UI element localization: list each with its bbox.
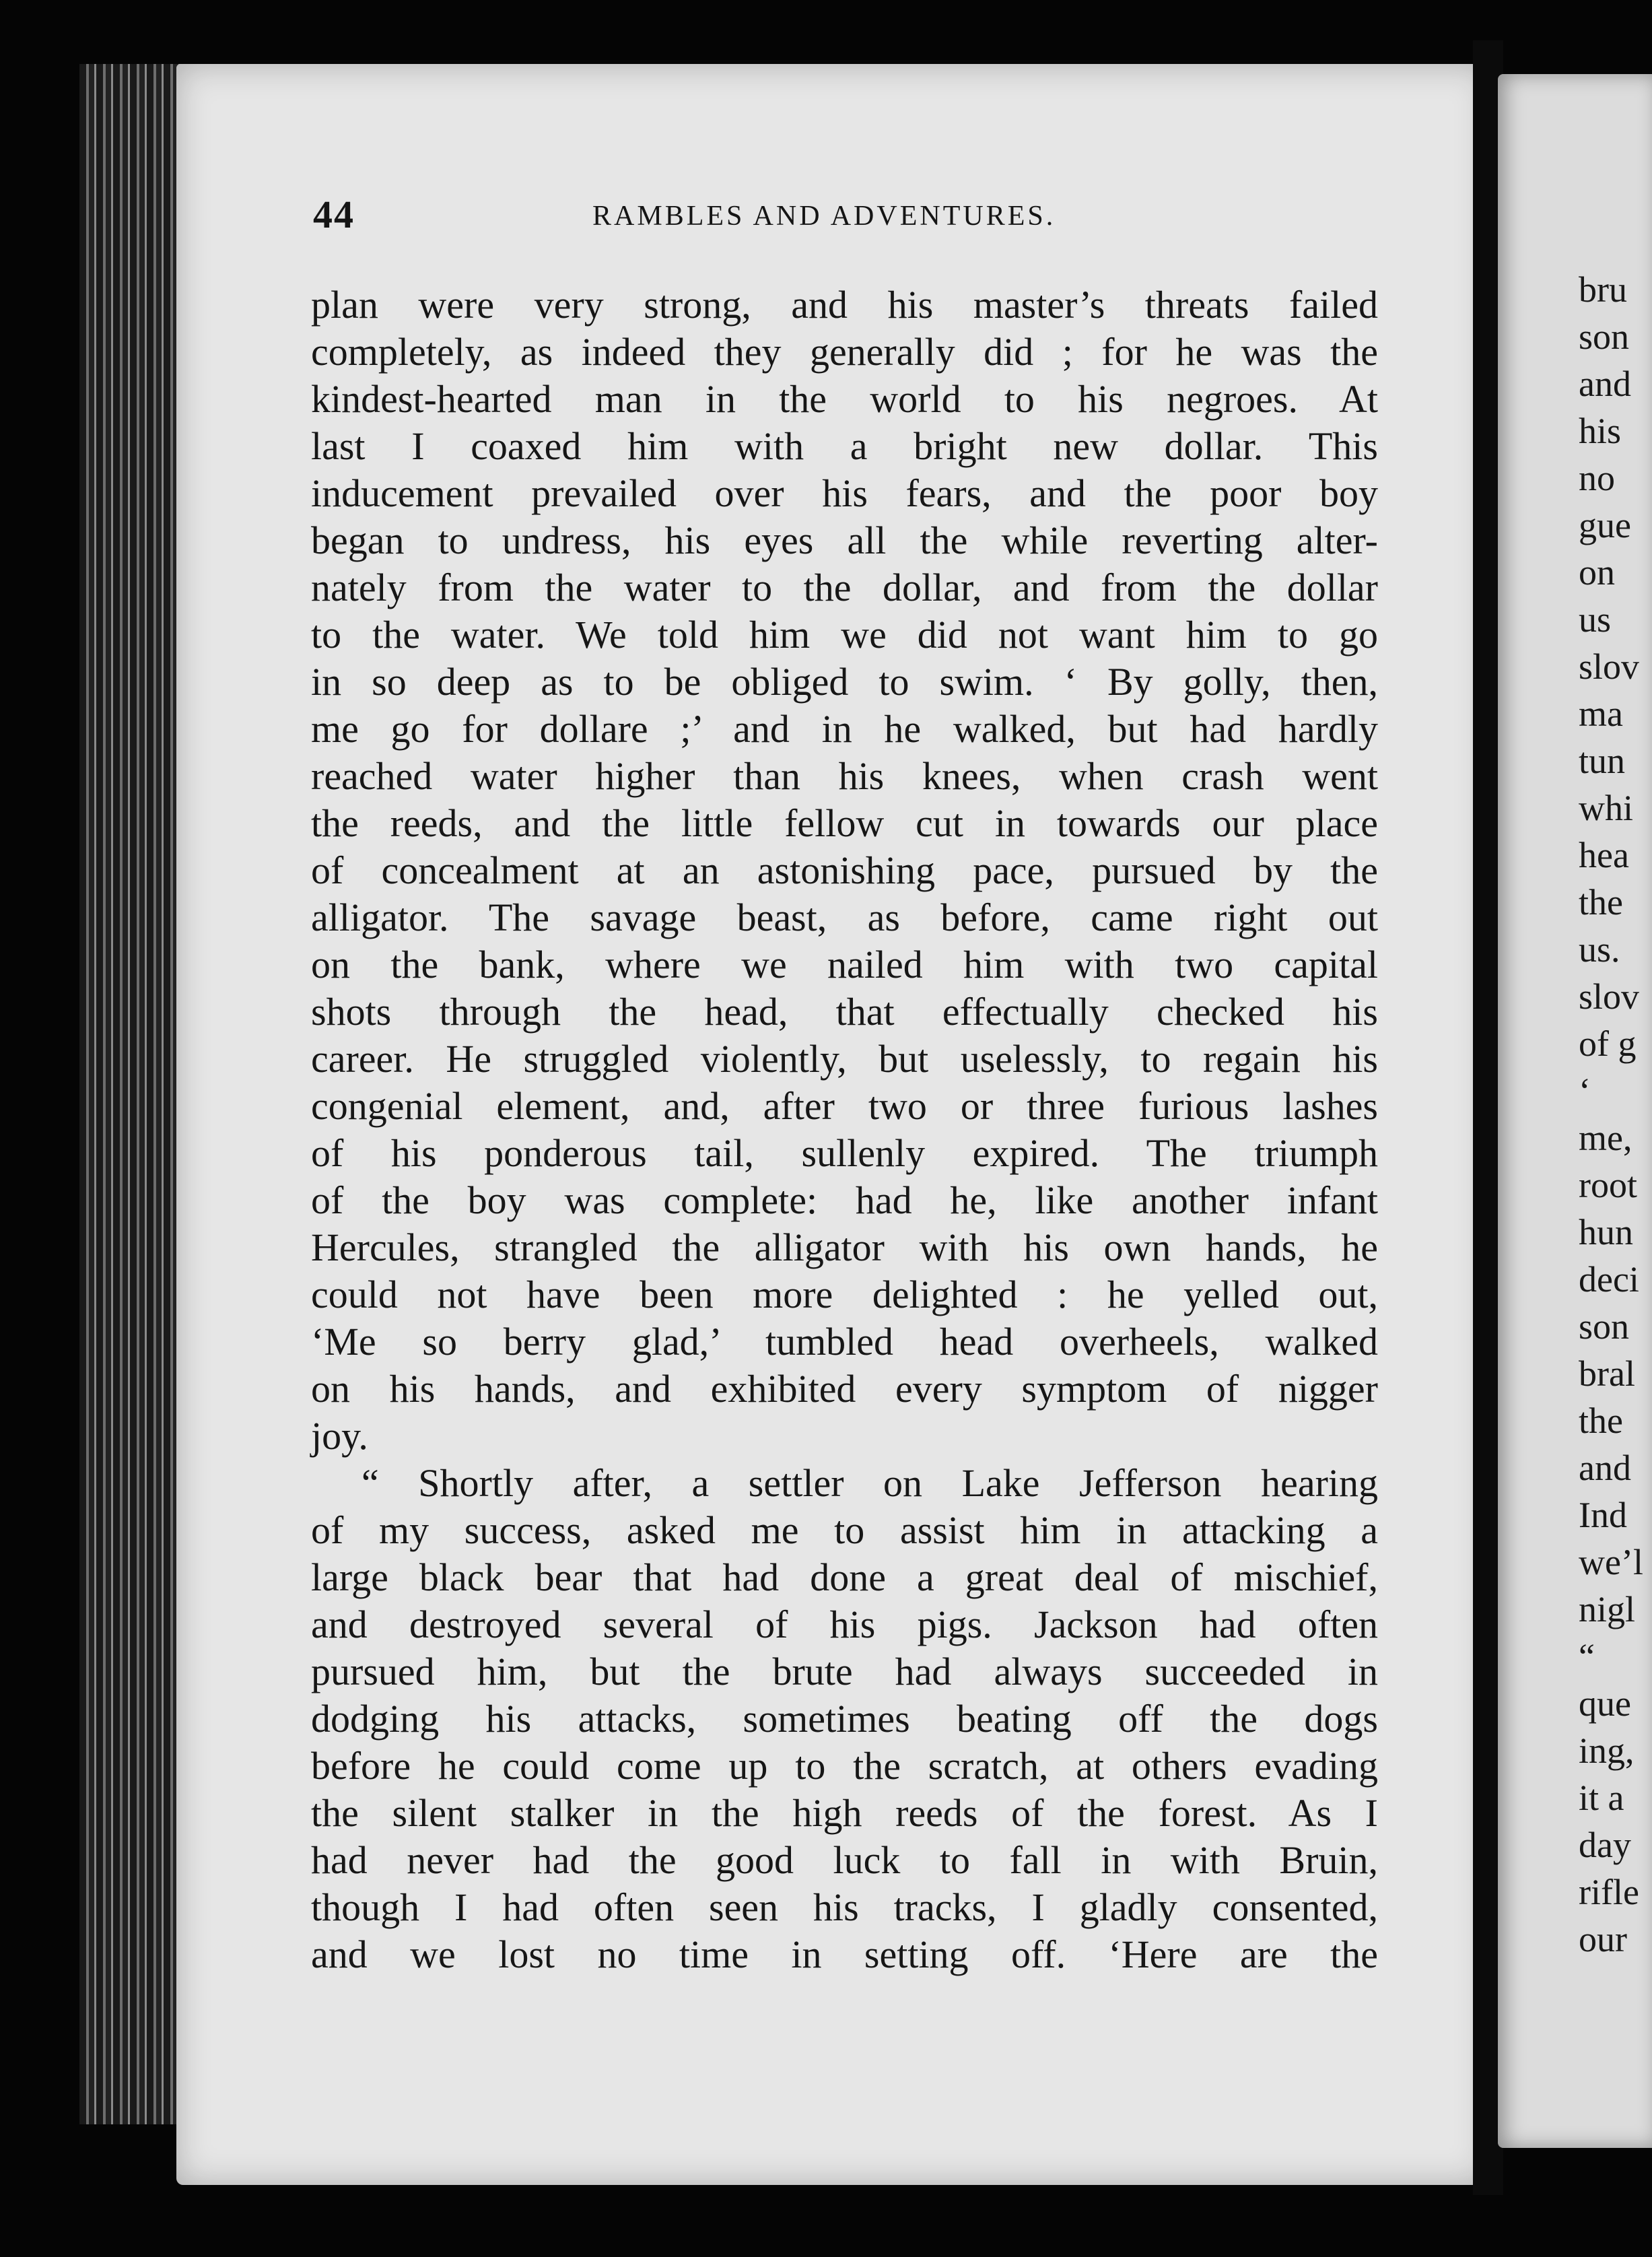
facing-page-fragment: us. [1579,929,1620,970]
text-line: “ Shortly after, a settler on Lake Jefferson hearing [362,1461,1378,1505]
facing-page-fragment: day [1579,1825,1631,1865]
text-line: large black bear that had done a great deal of mischief, [311,1555,1378,1599]
facing-page-fragment: Ind [1579,1495,1627,1535]
facing-page-fragment: rifle [1579,1872,1639,1912]
text-line: career. He struggled violently, but uselessly, to regain his [311,1037,1378,1081]
text-line: of concealment at an astonishing pace, pursued by the [311,848,1378,892]
text-line: in so deep as to be obliged to swim. ‘ By golly, then, [311,660,1378,704]
facing-page-fragment: we’l [1579,1542,1643,1582]
facing-page-fragment: slov [1579,976,1640,1017]
text-line: and destroyed several of his pigs. Jackson had often [311,1603,1378,1646]
text-line: pursued him, but the brute had always succeeded in [311,1650,1378,1693]
facing-page-fragment: us [1579,599,1612,640]
facing-page-fragment: nigl [1579,1589,1636,1629]
text-line: completely, as indeed they generally did ; for he was the [311,330,1378,374]
facing-page-fragment: deci [1579,1259,1639,1300]
book-binding-edge [79,64,180,2124]
text-line: to the water. We told him we did not want him to go [311,613,1378,656]
text-line: congenial element, and, after two or three furious lashes [311,1084,1378,1128]
facing-page-fragment: on [1579,552,1615,593]
text-line: of my success, asked me to assist him in attacking a [311,1508,1378,1552]
text-line: the reeds, and the little fellow cut in towards our place [311,801,1378,845]
text-line: joy. [311,1414,368,1458]
text-line: ‘Me so berry glad,’ tumbled head overheels, walked [311,1320,1378,1363]
text-line: reached water higher than his knees, when crash went [311,754,1378,798]
facing-page-fragment: of g [1579,1023,1637,1064]
text-line: though I had often seen his tracks, I gladly consented, [311,1885,1378,1929]
text-line: on the bank, where we nailed him with two capital [311,943,1378,986]
facing-page-fragment: son [1579,316,1630,357]
facing-page-fragment: ing, [1579,1730,1634,1771]
facing-page-fragment: que [1579,1683,1631,1724]
facing-page-fragment: and [1579,1448,1631,1488]
facing-page-fragment: tun [1579,741,1626,781]
text-line: could not have been more delighted : he yelled out, [311,1273,1378,1316]
facing-page-fragment: no [1579,458,1615,498]
facing-page-fragment: the [1579,1401,1623,1441]
text-line: inducement prevailed over his fears, and the poor boy [311,471,1378,515]
text-line: me go for dollare ;’ and in he walked, but had hardly [311,707,1378,751]
text-line: on his hands, and exhibited every symptom of nigger [311,1367,1378,1411]
facing-page-fragment: hun [1579,1212,1633,1252]
text-line: nately from the water to the dollar, and from the dollar [311,566,1378,609]
facing-page-fragment: gue [1579,505,1631,545]
text-line: the silent stalker in the high reeds of the forest. As I [311,1791,1378,1835]
text-line: of his ponderous tail, sullenly expired. The triumph [311,1131,1378,1175]
facing-page-fragment: “ [1579,1636,1595,1677]
facing-page-fragment: son [1579,1306,1630,1347]
text-line: before he could come up to the scratch, at others evading [311,1744,1378,1788]
text-line: dodging his attacks, sometimes beating off the dogs [311,1697,1378,1741]
facing-page-fragment: ma [1579,694,1623,734]
facing-page-fragment: it a [1579,1778,1624,1818]
facing-page-fragment: bral [1579,1353,1635,1394]
page-number: 44 [313,193,355,236]
text-line: alligator. The savage beast, as before, came right out [311,896,1378,939]
facing-page-fragment: slov [1579,646,1640,687]
facing-page-fragment: whi [1579,788,1633,828]
text-line: and we lost no time in setting off. ‘Here are the [311,1932,1378,1976]
text-line: had never had the good luck to fall in with Bruin, [311,1838,1378,1882]
facing-page-fragment: his [1579,411,1622,451]
facing-page-fragment: root [1579,1165,1637,1205]
facing-page-fragment: our [1579,1919,1627,1959]
running-head [313,192,1404,239]
facing-page-fragment: hea [1579,835,1629,875]
text-line: Hercules, strangled the alligator with his own hands, he [311,1225,1378,1269]
text-line: last I coaxed him with a bright new dollar. This [311,424,1378,468]
text-line: began to undress, his eyes all the while reverting alter- [311,518,1378,562]
facing-page-fragment: ‘ [1579,1071,1591,1111]
text-line: kindest-hearted man in the world to his negroes. At [311,377,1378,421]
page-body-text [311,281,1378,1978]
facing-page-fragment: and [1579,364,1631,404]
facing-page-fragment: the [1579,882,1623,922]
text-line: shots through the head, that effectually checked his [311,990,1378,1034]
facing-page-fragment: me, [1579,1118,1632,1158]
text-line: plan were very strong, and his master’s threats failed [311,283,1378,327]
text-line: of the boy was complete: had he, like another infant [311,1178,1378,1222]
facing-page-fragment: bru [1579,269,1627,310]
running-title: RAMBLES AND ADVENTURES. [592,201,1056,232]
